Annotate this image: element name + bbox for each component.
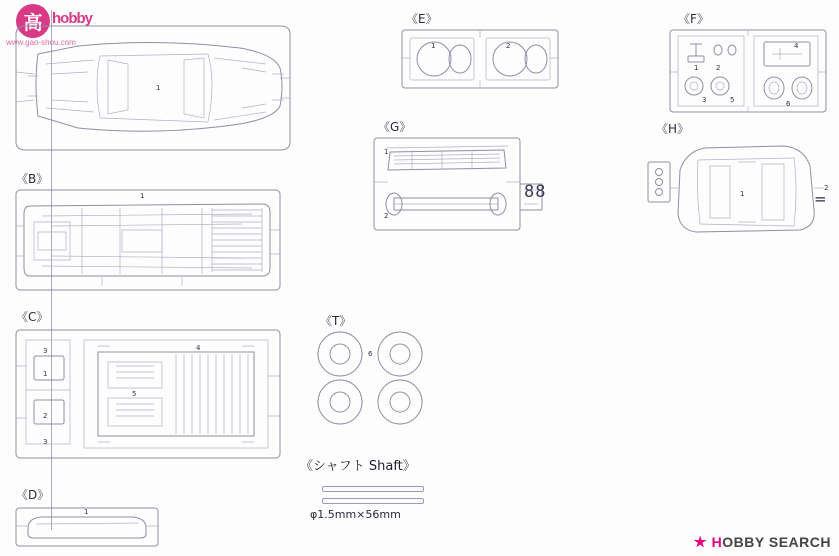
watermark-url: www.gao-shou.com xyxy=(6,38,76,47)
sprue-g-group xyxy=(372,136,552,232)
part-number-a1: 1 xyxy=(156,84,161,92)
shaft-section-title: 《シャフト Shaft》 xyxy=(300,459,416,474)
sprue-f-drawing xyxy=(668,28,828,114)
hobby-search-footer xyxy=(694,534,831,550)
sprue-b-group xyxy=(12,186,284,294)
part-number-c2: 2 xyxy=(43,412,48,420)
hobby-search-brand-prefix: H xyxy=(711,534,723,550)
sprue-label-g: 《G》 xyxy=(378,120,412,134)
sprue-label-c: 《C》 xyxy=(16,310,49,324)
part-number-c1: 1 xyxy=(43,370,48,378)
part-number-b1: 1 xyxy=(140,192,145,200)
part-number-f1: 1 xyxy=(694,64,699,72)
part-number-c3b: 3 xyxy=(43,438,48,446)
sprue-f-group xyxy=(668,28,828,114)
sprue-a-drawing xyxy=(8,12,298,152)
sprue-a-group xyxy=(8,12,298,152)
sprue-label-f: 《F》 xyxy=(678,12,709,26)
part-number-e1: 1 xyxy=(431,42,436,50)
sprue-h-group xyxy=(644,140,834,250)
part-number-c3a: 3 xyxy=(43,347,48,355)
part-number-h1: 1 xyxy=(740,190,745,198)
sprue-t-drawing xyxy=(312,330,432,426)
sprue-b-drawing xyxy=(12,186,284,294)
part-number-f3: 3 xyxy=(702,96,707,104)
sprue-c-drawing xyxy=(12,326,284,462)
hobby-search-brand-rest: OBBY SEARCH xyxy=(722,534,831,550)
sprue-c-group xyxy=(12,326,284,462)
part-number-g1: 1 xyxy=(384,148,389,156)
hobby-search-brand xyxy=(712,534,831,550)
sprue-label-d: 《D》 xyxy=(16,488,50,502)
part-number-f5: 5 xyxy=(730,96,735,104)
part-number-t6: 6 xyxy=(368,350,373,358)
part-number-f4: 4 xyxy=(794,42,799,50)
part-number-h2: 2 xyxy=(824,184,829,192)
sprue-e-group xyxy=(400,28,560,90)
part-number-c5: 5 xyxy=(132,390,137,398)
part-number-e2: 2 xyxy=(506,42,511,50)
part-number-f2: 2 xyxy=(716,64,721,72)
part-number-f6: 6 xyxy=(786,100,791,108)
gauge-readout: 88 xyxy=(524,182,547,202)
sprue-h-drawing xyxy=(644,140,834,250)
watermark-char: 高 xyxy=(23,11,43,34)
sprue-t-group xyxy=(312,330,432,426)
part-number-d1: 1 xyxy=(84,508,89,516)
watermark-brand: hobby xyxy=(52,10,92,27)
shaft-rod-2 xyxy=(322,498,424,504)
sprue-label-h: 《H》 xyxy=(656,122,690,136)
shaft-spec: φ1.5mm×56mm xyxy=(310,508,401,521)
sprue-e-drawing xyxy=(400,28,560,90)
shaft-rod-1 xyxy=(322,486,424,492)
clip-mark: = xyxy=(814,190,827,208)
sprue-label-e: 《E》 xyxy=(406,12,438,26)
sprue-label-t: 《T》 xyxy=(320,314,352,328)
part-number-g2: 2 xyxy=(384,212,389,220)
star-icon xyxy=(694,536,707,549)
part-number-c4: 4 xyxy=(196,344,201,352)
sprue-d-group xyxy=(12,504,162,550)
sprue-label-b: 《B》 xyxy=(16,172,49,186)
